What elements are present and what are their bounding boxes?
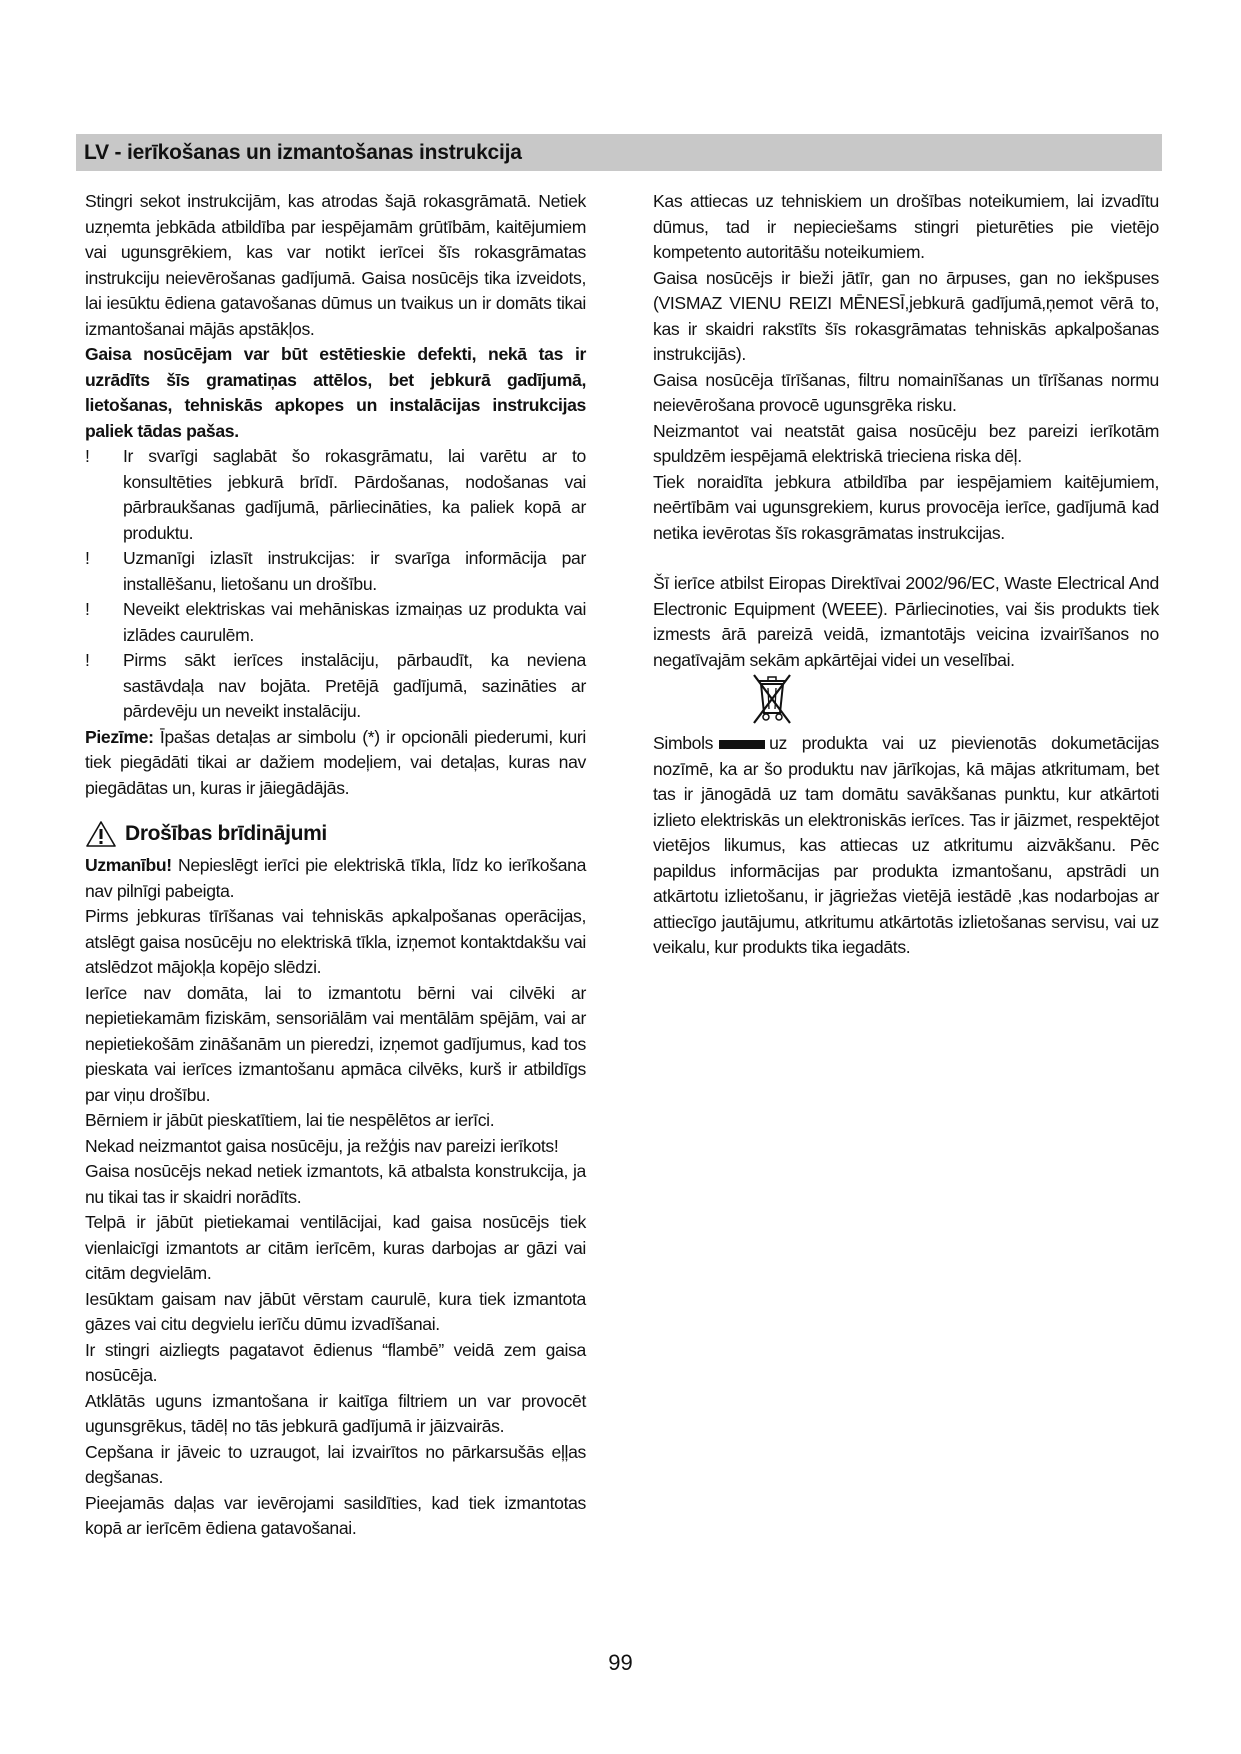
list-item: ! Neveikt elektriskas vai mehāniskas izmaiņas uz produkta vai izlādes caurulēm. bbox=[85, 599, 586, 645]
safety-paragraph: Pirms jebkuras tīrīšanas vai tehniskās apkalpošanas operācijas, atslēgt gaisa nosūcēju no elektriskā tīkla, izņemot kontaktdakšu vai atslēdzot mājokļa kopējo slēdzi. bbox=[85, 906, 586, 977]
list-item: ! Ir svarīgi saglabāt šo rokasgrāmatu, lai varētu ar to konsultēties jebkurā brīdī. Pārdošanas, nodošanas vai pārbraukšanas gadījumā, pārliecināties, ka paliek kopā ar produktu. bbox=[85, 446, 586, 543]
exclamation-icon: ! bbox=[85, 446, 90, 466]
exclamation-icon: ! bbox=[85, 650, 90, 670]
page-number: 99 bbox=[608, 1650, 633, 1675]
warning-text: Nepieslēgt ierīci pie elektriskā tīkla, līdz ko ierīkošana nav pilnīgi pabeigta. bbox=[85, 855, 586, 901]
left-column bbox=[85, 189, 586, 1542]
safety-paragraph: Ir stingri aizliegts pagatavot ēdienus “flambē” veidā zem gaisa nosūcēja. bbox=[85, 1339, 586, 1385]
safety-paragraph: Iesūktam gaisam nav jābūt vērstam caurulē, kura tiek izmantota gāzes vai citu degvielu ierīču dūmu izvadīšanai. bbox=[85, 1288, 586, 1334]
symbol-prefix: Simbols bbox=[653, 733, 714, 753]
right-paragraph: Neizmantot vai neatstāt gaisa nosūcēju bez pareizi ierīkotām spuldzēm iespējamā elektriskā trieciena riska dēļ. bbox=[653, 420, 1159, 466]
safety-paragraph: Gaisa nosūcējs nekad netiek izmantots, kā atbalsta konstrukcija, ja nu tikai tas ir skaidri norādīts. bbox=[85, 1161, 586, 1207]
safety-heading bbox=[85, 815, 586, 853]
note-paragraph bbox=[85, 725, 586, 802]
safety-paragraph: Cepšana ir jāveic to uzraugot, lai izvairītos no pārkarsušās eļļas degšanas. bbox=[85, 1441, 586, 1487]
safety-paragraph: Pieejamās daļas var ievērojami sasildīties, kad tiek izmantotas kopā ar ierīcēm ēdiena gatavošanai. bbox=[85, 1492, 586, 1538]
exclamation-icon: ! bbox=[85, 548, 90, 568]
safety-title: Drošības brīdinājumi bbox=[125, 822, 327, 846]
right-paragraph: Kas attiecas uz tehniskiem un drošības noteikumiem, lai izvadītu dūmus, tad ir nepieciešams stingri pieturēties pie vietējo kompetento autoritāšu noteikumiem. bbox=[653, 191, 1159, 262]
warning-triangle-icon bbox=[85, 820, 117, 848]
warning-paragraph bbox=[85, 853, 586, 904]
symbol-paragraph bbox=[653, 731, 1159, 961]
list-item: ! Uzmanīgi izlasīt instrukcijas: ir svarīga informācija par installēšanu, lietošanu un drošību. bbox=[85, 548, 586, 594]
note-text: Īpašas detaļas ar simbolu (*) ir opcionāli piederumi, kuri tiek piegādāti tikai ar dažiem modeļiem, vai detaļas, kuras nav piegādātas un, kuras ir jāiegādājās. bbox=[85, 726, 586, 798]
right-paragraph: Gaisa nosūcējs ir bieži jātīr, gan no ārpuses, gan no iekšpuses (VISMAZ VIENU REIZI MĒNESĪ,jebkurā gadījumā,ņemot vērā to, kas ir skaidri rakstīts šīs rokasgrāmatas tehniskās apkalpošanas instrukcijās). bbox=[653, 267, 1159, 364]
safety-paragraph: Bērniem ir jābūt pieskatītiem, lai tie nespēlētos ar ierīci. bbox=[85, 1110, 495, 1130]
symbol-text: uz produkta vai uz pievienotās dokumetācijas nozīmē, ka ar šo produktu nav jārīkojas, kā mājas atkritumam, bet tas ir jānogādā uz tam domātu savākšanas punktu, kur atkārtoti izlieto elektriskās un elektroniskās ierīces. Tas ir jāizmet, respektējot vietējos likumus, kas attiecas uz atkritumu aizvākšanu. Pēc papildus informācijas par produkta izmantošanu, apstrādi un atkārtotu izlietošanu, ir jāgriežas vietējā iestādē ,kas nodarbojas ar attiecīgo jautājumu, atkritumu atkārtotās izlietošanas servisu, vai uz veikalu, kur produkts tika iegadāts. bbox=[653, 733, 1159, 957]
safety-paragraph: Ierīce nav domāta, lai to izmantotu bērni vai cilvēki ar nepietiekamām fiziskām, sensoriālām vai mentālām spējām, vai ar nepietiekošām zināšanām un pieredzi, izņemot gadījumus, kad tos pieskata vai ierīces izmantošanu apmāca cilvēks, kurš ir atbildīgs par viņu drošību. bbox=[85, 982, 586, 1105]
bold-notice: Gaisa nosūcējam var būt estētieskie defekti, nekā tas ir uzrādīts šīs gramatiņas attēlos, bet jebkurā gadījumā, lietošanas, tehniskās apkopes un instalācijas instrukcijas paliek tādas pašas. bbox=[85, 344, 586, 441]
safety-paragraph: Nekad neizmantot gaisa nosūcēju, ja režģis nav pareizi ierīkots! bbox=[85, 1135, 559, 1156]
note-label: Piezīme: bbox=[85, 726, 154, 747]
safety-paragraph: Atklātās uguns izmantošana ir kaitīga filtriem un var provocēt ugunsgrēkus, tādēļ no tās jebkurā gadījumā ir jāizvairās. bbox=[85, 1390, 586, 1436]
weee-paragraph: Šī ierīce atbilst Eiropas Direktīvai 2002/96/EC, Waste Electrical And Electronic Equipment (WEEE). Pārliecinoties, vai šis produkts tiek izmests ārā pareizā veidā, izmantotājs veicina izvairīšanos no negatīvajām sekām apkārtējai videi un veselībai. bbox=[653, 573, 1159, 670]
page-title: LV - ierīkošanas un izmantošanas instrukcija bbox=[84, 141, 522, 164]
paragraph-spacer bbox=[653, 546, 1159, 571]
right-paragraph: Gaisa nosūcēja tīrīšanas, filtru nomainīšanas un tīrīšanas normu neievērošana provocē ugunsgrēka risku. bbox=[653, 369, 1159, 415]
list-item: ! Pirms sākt ierīces instalāciju, pārbaudīt, ka neviena sastāvdaļa nav bojāta. Pretējā gadījumā, sazināties ar pārdevēju un neveikt instalāciju. bbox=[85, 650, 586, 721]
right-column bbox=[653, 189, 1159, 961]
crossed-bin-icon bbox=[751, 673, 793, 731]
section-header-bar bbox=[76, 134, 1162, 171]
intro-paragraph: Stingri sekot instrukcijām, kas atrodas šajā rokasgrāmatā. Netiek uzņemta jebkāda atbildība par iespējamām grūtībām, kaitējumiem vai ugunsgrēkiem, kas var notikt ierīcei šīs rokasgrāmatas instrukciju neievērošanas gadījumā. Gaisa nosūcējs tika izveidots, lai iesūktu ēdiena gatavošanas dūmus un tvaikus un ir domāts tikai izmantošanai mājās apstākļos. bbox=[85, 191, 586, 339]
black-bar-symbol-icon bbox=[719, 740, 765, 749]
warning-label: Uzmanību! bbox=[85, 855, 172, 875]
instruction-bullet-list bbox=[85, 444, 586, 725]
right-paragraph: Tiek noraidīta jebkura atbildība par iespējamiem kaitējumiem, neērtībām vai ugunsgrekiem, kurus provocēja ierīce, gadījumā kad netika ievērotas šīs rokasgrāmatas instrukcijas. bbox=[653, 471, 1159, 543]
safety-paragraph: Telpā ir jābūt pietiekamai ventilācijai, kad gaisa nosūcējs tiek vienlaicīgi izmantots ar citām ierīcēm, kuras darbojas ar gāzi vai citām degvielām. bbox=[85, 1212, 586, 1283]
exclamation-icon: ! bbox=[85, 599, 90, 619]
